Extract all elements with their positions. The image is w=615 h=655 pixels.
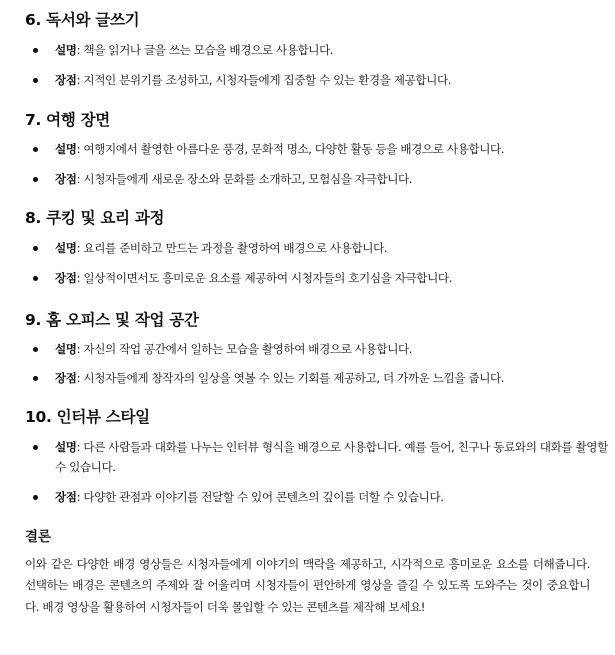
- item-text: : 여행지에서 촬영한 아름다운 풍경, 문화적 명소, 다양한 활동 등을 배경으로 사용합니다.: [76, 142, 505, 156]
- list-item: [25, 169, 504, 189]
- list-item: [25, 368, 504, 388]
- item-text: : 지적인 분위기를 조성하고, 시청자들에게 집중할 수 있는 환경을 제공합니다.: [76, 73, 452, 87]
- list-item: [25, 238, 452, 258]
- bullet-dot-icon: [33, 177, 38, 182]
- list-item: [25, 40, 451, 60]
- item-term: 장점: [55, 172, 77, 186]
- bullet-list: [25, 339, 504, 388]
- conclusion-title: 결론: [25, 529, 52, 545]
- item-term: 장점: [55, 271, 77, 285]
- section-title: 6. 독서와 글쓰기: [25, 11, 140, 29]
- section-title: 7. 여행 장면: [25, 111, 110, 129]
- bullet-list: [25, 238, 452, 288]
- item-term: 설명: [55, 142, 77, 156]
- list-item: [25, 268, 452, 288]
- list-item: [25, 487, 615, 507]
- bullet-dot-icon: [33, 495, 38, 500]
- item-term: 설명: [55, 43, 77, 57]
- item-term: 장점: [55, 490, 77, 504]
- bullet-list: [25, 437, 615, 507]
- bullet-dot-icon: [33, 48, 38, 53]
- item-term: 설명: [55, 241, 77, 255]
- section-title: 10. 인터뷰 스타일: [25, 408, 150, 426]
- item-text: : 시청자들에게 새로운 장소와 문화를 소개하고, 모험심을 자극합니다.: [76, 172, 413, 186]
- bullet-dot-icon: [33, 276, 38, 281]
- list-item: [25, 70, 451, 90]
- item-term: 장점: [55, 73, 77, 87]
- list-item: [25, 437, 615, 477]
- item-text: : 다른 사람들과 대화를 나누는 인터뷰 형식을 배경으로 사용합니다. 예를 들어, 친구나 동료와의 대화를 촬영할 수 있습니다.: [55, 440, 608, 474]
- item-text: : 일상적이면서도 흥미로운 요소를 제공하여 시청자들의 호기심을 자극합니다.: [76, 271, 452, 285]
- bullet-dot-icon: [33, 445, 38, 450]
- item-term: 설명: [55, 342, 77, 356]
- bullet-list: [25, 139, 504, 189]
- section-title: 8. 쿠킹 및 요리 과정: [25, 209, 165, 227]
- list-item: [25, 339, 504, 359]
- item-text: : 책을 읽거나 글을 쓰는 모습을 배경으로 사용합니다.: [76, 43, 334, 57]
- bullet-dot-icon: [33, 78, 38, 83]
- bullet-dot-icon: [33, 347, 38, 352]
- conclusion-body: 이와 같은 다양한 배경 영상들은 시청자들에게 이야기의 맥락을 제공하고, 시각적으로 흥미로운 요소를 더해줍니다. 선택하는 배경은 콘텐츠의 주제와 잘 어울리며 시청자들이 편안하게 영상을 즐길 수 있도록 도와주는 것이 중요합니다. 배경 영상을 활용하여 시청자들이 더욱 몰입할 수 있는 콘텐츠를 제작해 보세요!: [25, 557, 590, 614]
- bullet-dot-icon: [33, 147, 38, 152]
- item-text: : 시청자들에게 창작자의 일상을 엿볼 수 있는 기회를 제공하고, 더 가까운 느낌을 줍니다.: [76, 371, 505, 385]
- item-term: 장점: [55, 371, 77, 385]
- bullet-list: [25, 40, 451, 90]
- item-text: : 자신의 작업 공간에서 일하는 모습을 촬영하여 배경으로 사용합니다.: [76, 342, 413, 356]
- bullet-dot-icon: [33, 246, 38, 251]
- item-text: : 요리를 준비하고 만드는 과정을 촬영하여 배경으로 사용합니다.: [76, 241, 388, 255]
- item-text: : 다양한 관점과 이야기를 전달할 수 있어 콘텐츠의 깊이를 더할 수 있습니다.: [76, 490, 444, 504]
- section-title: 9. 홈 오피스 및 작업 공간: [25, 311, 199, 329]
- item-term: 설명: [55, 440, 77, 454]
- list-item: [25, 139, 504, 159]
- bullet-dot-icon: [33, 376, 38, 381]
